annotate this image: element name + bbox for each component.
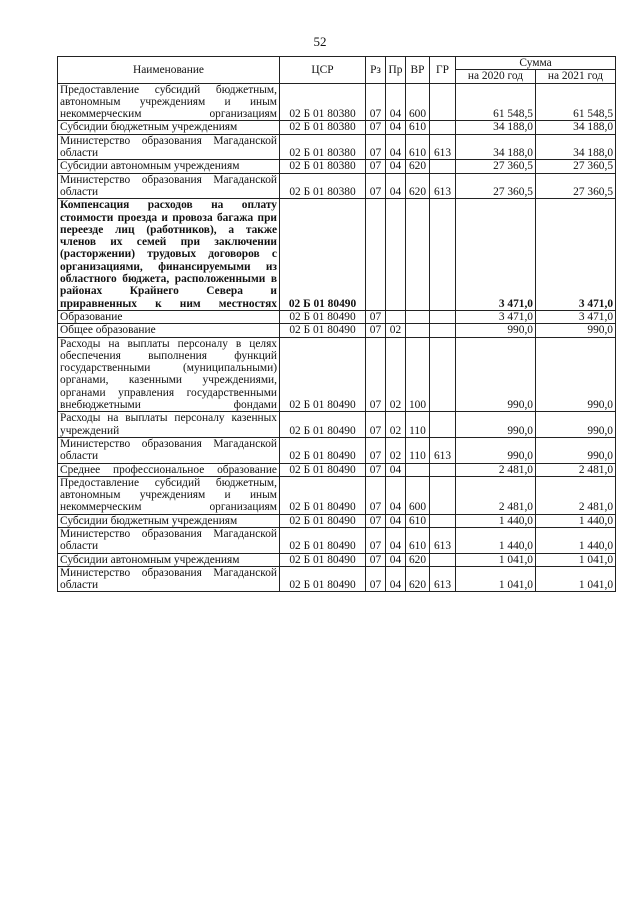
cell-y2020: 1 440,0: [456, 527, 536, 553]
cell-y2020: 2 481,0: [456, 463, 536, 476]
cell-gr: [430, 310, 456, 323]
cell-pr: [386, 199, 406, 311]
table-row: [58, 324, 616, 337]
cell-y2021: 990,0: [536, 412, 616, 438]
cell-pr: 04: [386, 553, 406, 566]
table-row: [58, 527, 616, 553]
cell-y2020: 61 548,5: [456, 83, 536, 121]
cell-pr: 04: [386, 476, 406, 514]
cell-rz: [366, 199, 386, 311]
cell-y2020: 1 041,0: [456, 566, 536, 592]
cell-rz: 07: [366, 160, 386, 173]
cell-y2021: 990,0: [536, 437, 616, 463]
cell-y2021: 34 188,0: [536, 121, 616, 134]
cell-vr: 620: [406, 566, 430, 592]
cell-csr: 02 Б 01 80490: [280, 412, 366, 438]
cell-csr: 02 Б 01 80490: [280, 337, 366, 412]
cell-csr: 02 Б 01 80380: [280, 121, 366, 134]
cell-vr: 610: [406, 121, 430, 134]
cell-pr: 04: [386, 121, 406, 134]
header-name: Наименование: [58, 57, 280, 84]
cell-pr: 02: [386, 412, 406, 438]
cell-vr: [406, 310, 430, 323]
cell-vr: 620: [406, 553, 430, 566]
cell-vr: 600: [406, 83, 430, 121]
cell-csr: 02 Б 01 80380: [280, 134, 366, 160]
cell-gr: [430, 83, 456, 121]
cell-y2020: 990,0: [456, 337, 536, 412]
cell-y2021: 990,0: [536, 324, 616, 337]
cell-rz: 07: [366, 173, 386, 199]
cell-y2020: 1 440,0: [456, 514, 536, 527]
cell-y2021: 990,0: [536, 337, 616, 412]
cell-vr: 620: [406, 173, 430, 199]
cell-gr: [430, 199, 456, 311]
cell-rz: 07: [366, 514, 386, 527]
cell-name: Предоставление субсидий бюджетным, автономным учреждениям и иным некоммерческим организациям: [58, 476, 280, 514]
header-gr: ГР: [430, 57, 456, 84]
cell-gr: [430, 463, 456, 476]
budget-table: [57, 56, 616, 592]
cell-y2021: 27 360,5: [536, 173, 616, 199]
table-row: [58, 310, 616, 323]
cell-name: Образование: [58, 310, 280, 323]
cell-y2021: 1 440,0: [536, 514, 616, 527]
cell-name: Субсидии автономным учреждениям: [58, 160, 280, 173]
cell-gr: 613: [430, 134, 456, 160]
cell-name: Среднее профессиональное образование: [58, 463, 280, 476]
table-row: [58, 83, 616, 121]
header-sum: Сумма: [456, 57, 616, 70]
cell-rz: 07: [366, 324, 386, 337]
cell-name: Компенсация расходов на оплату стоимости проезда и провоза багажа при переезде лиц (работников), а также членов их семей при заключении (расторжении) трудовых договоров с организациями, финансируемыми из областного бюджета, расположенными в районах Крайнего Севера и приравненных к ним местностях: [58, 199, 280, 311]
cell-y2021: 34 188,0: [536, 134, 616, 160]
cell-vr: 610: [406, 134, 430, 160]
cell-name: Министерство образования Магаданской области: [58, 437, 280, 463]
cell-rz: 07: [366, 566, 386, 592]
cell-name: Расходы на выплаты персоналу казенных учреждений: [58, 412, 280, 438]
cell-vr: 620: [406, 160, 430, 173]
table-row: [58, 134, 616, 160]
cell-pr: 04: [386, 566, 406, 592]
cell-gr: 613: [430, 566, 456, 592]
cell-csr: 02 Б 01 80490: [280, 310, 366, 323]
cell-rz: 07: [366, 463, 386, 476]
cell-vr: 110: [406, 437, 430, 463]
cell-rz: 07: [366, 553, 386, 566]
cell-pr: 04: [386, 173, 406, 199]
cell-y2020: 990,0: [456, 324, 536, 337]
cell-gr: 613: [430, 173, 456, 199]
cell-y2020: 3 471,0: [456, 310, 536, 323]
cell-name: Субсидии автономным учреждениям: [58, 553, 280, 566]
cell-gr: [430, 121, 456, 134]
cell-rz: 07: [366, 121, 386, 134]
cell-y2020: 34 188,0: [456, 134, 536, 160]
cell-name: Министерство образования Магаданской области: [58, 527, 280, 553]
cell-pr: [386, 310, 406, 323]
header-csr: ЦСР: [280, 57, 366, 84]
cell-csr: 02 Б 01 80490: [280, 324, 366, 337]
cell-vr: [406, 324, 430, 337]
cell-pr: 02: [386, 337, 406, 412]
cell-y2020: 990,0: [456, 412, 536, 438]
cell-vr: [406, 199, 430, 311]
cell-rz: 07: [366, 476, 386, 514]
cell-gr: [430, 553, 456, 566]
table-row: [58, 476, 616, 514]
cell-rz: 07: [366, 412, 386, 438]
cell-pr: 04: [386, 514, 406, 527]
page-number: 52: [313, 34, 327, 49]
cell-csr: 02 Б 01 80380: [280, 173, 366, 199]
cell-gr: 613: [430, 527, 456, 553]
cell-csr: 02 Б 01 80380: [280, 83, 366, 121]
cell-csr: 02 Б 01 80490: [280, 199, 366, 311]
cell-pr: 04: [386, 527, 406, 553]
cell-name: Субсидии бюджетным учреждениям: [58, 514, 280, 527]
cell-vr: 610: [406, 527, 430, 553]
cell-rz: 07: [366, 437, 386, 463]
table-row: [58, 553, 616, 566]
table-row: [58, 566, 616, 592]
cell-csr: 02 Б 01 80490: [280, 514, 366, 527]
table-row: [58, 463, 616, 476]
table-row: [58, 337, 616, 412]
cell-y2021: 3 471,0: [536, 199, 616, 311]
cell-y2020: 3 471,0: [456, 199, 536, 311]
cell-csr: 02 Б 01 80490: [280, 463, 366, 476]
cell-vr: 610: [406, 514, 430, 527]
cell-pr: 04: [386, 160, 406, 173]
cell-gr: [430, 160, 456, 173]
cell-name: Расходы на выплаты персоналу в целях обеспечения выполнения функций государственными (муниципальными) органами, казенными учреждениями, органами управления государственными внебюджетными фондами: [58, 337, 280, 412]
cell-rz: 07: [366, 337, 386, 412]
cell-y2021: 2 481,0: [536, 463, 616, 476]
cell-vr: 600: [406, 476, 430, 514]
cell-rz: 07: [366, 527, 386, 553]
header-pr: Пр: [386, 57, 406, 84]
table-row: [58, 173, 616, 199]
cell-gr: [430, 324, 456, 337]
table-row: [58, 437, 616, 463]
cell-csr: 02 Б 01 80490: [280, 437, 366, 463]
table-row: [58, 199, 616, 311]
cell-pr: 02: [386, 324, 406, 337]
table-row: [58, 514, 616, 527]
cell-vr: 110: [406, 412, 430, 438]
header-year-2020: на 2020 год: [456, 70, 536, 83]
cell-y2021: 3 471,0: [536, 310, 616, 323]
cell-y2020: 2 481,0: [456, 476, 536, 514]
cell-csr: 02 Б 01 80490: [280, 553, 366, 566]
cell-pr: 04: [386, 134, 406, 160]
table-row: [58, 160, 616, 173]
cell-csr: 02 Б 01 80490: [280, 527, 366, 553]
cell-y2021: 61 548,5: [536, 83, 616, 121]
cell-y2020: 27 360,5: [456, 173, 536, 199]
table-body: [58, 83, 616, 592]
cell-name: Субсидии бюджетным учреждениям: [58, 121, 280, 134]
cell-y2020: 1 041,0: [456, 553, 536, 566]
table-row: [58, 121, 616, 134]
cell-gr: 613: [430, 437, 456, 463]
cell-gr: [430, 412, 456, 438]
header-vr: ВР: [406, 57, 430, 84]
cell-gr: [430, 476, 456, 514]
cell-y2021: 1 041,0: [536, 553, 616, 566]
cell-rz: 07: [366, 134, 386, 160]
cell-y2021: 1 041,0: [536, 566, 616, 592]
table-row: [58, 412, 616, 438]
cell-gr: [430, 514, 456, 527]
header-rz: Рз: [366, 57, 386, 84]
cell-name: Министерство образования Магаданской области: [58, 134, 280, 160]
cell-csr: 02 Б 01 80380: [280, 160, 366, 173]
cell-pr: 04: [386, 83, 406, 121]
cell-name: Министерство образования Магаданской области: [58, 173, 280, 199]
cell-pr: 04: [386, 463, 406, 476]
cell-rz: 07: [366, 310, 386, 323]
cell-name: Предоставление субсидий бюджетным, автономным учреждениям и иным некоммерческим организациям: [58, 83, 280, 121]
cell-vr: [406, 463, 430, 476]
cell-y2020: 27 360,5: [456, 160, 536, 173]
cell-y2020: 34 188,0: [456, 121, 536, 134]
cell-csr: 02 Б 01 80490: [280, 566, 366, 592]
cell-y2021: 27 360,5: [536, 160, 616, 173]
header-row: [58, 57, 616, 70]
cell-y2021: 1 440,0: [536, 527, 616, 553]
cell-y2021: 2 481,0: [536, 476, 616, 514]
cell-y2020: 990,0: [456, 437, 536, 463]
cell-rz: 07: [366, 83, 386, 121]
cell-vr: 100: [406, 337, 430, 412]
header-year-2021: на 2021 год: [536, 70, 616, 83]
cell-name: Общее образование: [58, 324, 280, 337]
cell-name: Министерство образования Магаданской области: [58, 566, 280, 592]
cell-gr: [430, 337, 456, 412]
cell-csr: 02 Б 01 80490: [280, 476, 366, 514]
cell-pr: 02: [386, 437, 406, 463]
